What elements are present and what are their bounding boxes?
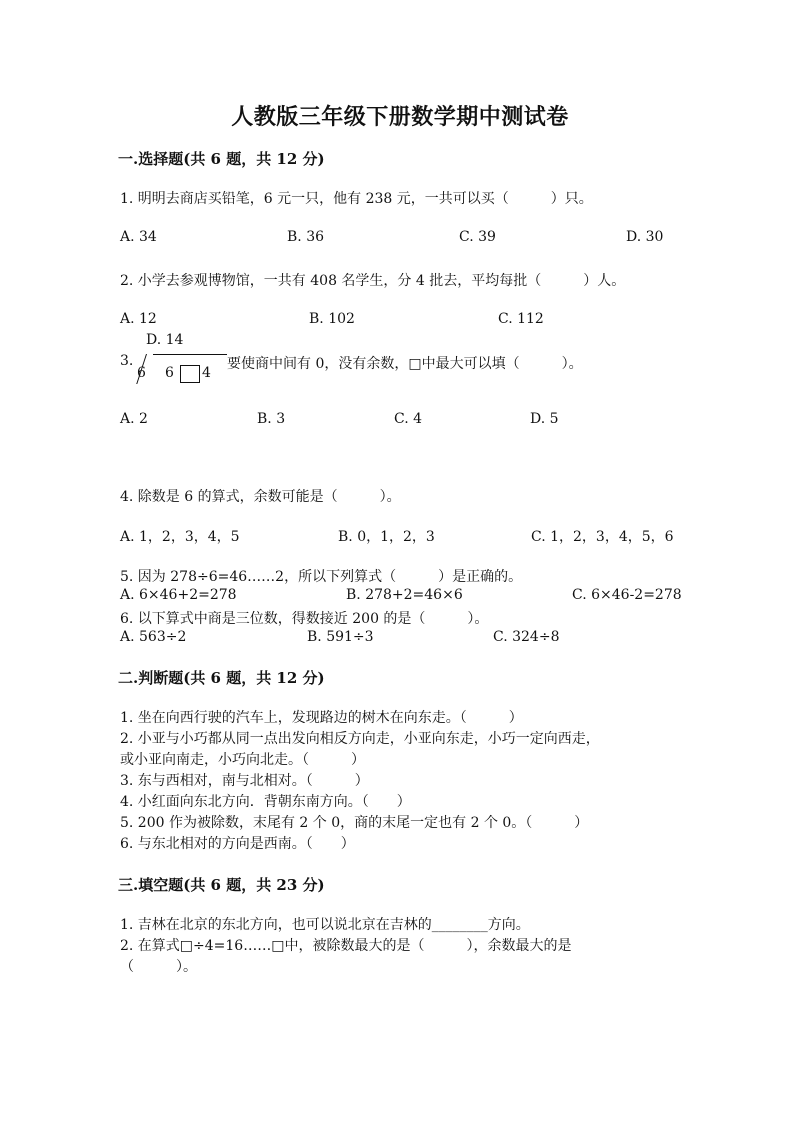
division-bar <box>153 354 227 355</box>
question-text: 6. 以下算式中商是三位数，得数接近 200 的是（ ）。 <box>120 611 489 627</box>
question-text: 5. 因为 278÷6=46……2，所以下列算式（ ）是正确的。 <box>120 569 523 585</box>
question-text: 2. 在算式□÷4=16……□中，被除数最大的是（ ），余数最大的是 <box>120 938 572 954</box>
option-d: D. 30 <box>626 229 664 245</box>
statement-text: 5. 200 作为被除数，末尾有 2 个 0，商的末尾一定也有 2 个 0。（ ） <box>120 815 589 831</box>
option-d: D. 5 <box>530 411 559 427</box>
dividend-digit: 6 <box>165 365 174 381</box>
option-c: C. 6×46-2=278 <box>572 587 682 603</box>
option-b: B. 591÷3 <box>307 629 374 645</box>
option-c: C. 4 <box>394 411 423 427</box>
option-b: B. 3 <box>257 411 286 427</box>
option-a: A. 2 <box>120 411 148 427</box>
option-b: B. 278+2=46×6 <box>346 587 463 603</box>
option-b: B. 36 <box>287 229 325 245</box>
statement-text: 1. 坐在向西行驶的汽车上，发现路边的树木在向东走。（ ） <box>120 710 523 726</box>
option-d: D. 14 <box>146 332 184 348</box>
blank-box <box>180 365 200 383</box>
section-heading-choice: 一.选择题(共 6 题，共 12 分) <box>118 150 325 168</box>
divisor: 6 <box>137 365 146 381</box>
statement-text: 6. 与东北相对的方向是西南。（ ） <box>120 836 355 852</box>
page-title: 人教版三年级下册数学期中测试卷 <box>231 104 569 130</box>
option-c: C. 324÷8 <box>493 629 560 645</box>
statement-text: 4. 小红面向东北方向．背朝东南方向。（ ） <box>120 794 411 810</box>
question-text: 要使商中间有 0，没有余数，□中最大可以填（ ）。 <box>227 356 583 372</box>
option-c: C. 1，2，3，4，5，6 <box>531 529 674 545</box>
question-text: 2. 小学去参观博物馆，一共有 408 名学生，分 4 批去，平均每批（ ）人。 <box>120 273 626 289</box>
option-a: A. 1，2，3，4，5 <box>120 529 240 545</box>
option-a: A. 6×46+2=278 <box>120 587 237 603</box>
question-text: （ ）。 <box>120 959 197 975</box>
question-text: 1. 明明去商店买铅笔，6 元一只，他有 238 元，一共可以买（ ）只。 <box>120 191 593 207</box>
statement-text: 2. 小亚与小巧都从同一点出发向相反方向走，小亚向东走，小巧一定向西走， <box>120 731 600 747</box>
section-heading-true-false: 二.判断题(共 6 题，共 12 分) <box>118 669 325 687</box>
option-a: A. 34 <box>120 229 157 245</box>
option-c: C. 112 <box>498 311 544 327</box>
option-c: C. 39 <box>459 229 496 245</box>
option-b: B. 0，1，2，3 <box>338 529 435 545</box>
option-a: A. 563÷2 <box>120 629 187 645</box>
statement-text: 3. 东与西相对，南与北相对。（ ） <box>120 773 369 789</box>
statement-text: 或小亚向南走，小巧向北走。（ ） <box>120 752 365 768</box>
question-text: 4. 除数是 6 的算式，余数可能是（ ）。 <box>120 489 401 505</box>
question-text: 1. 吉林在北京的东北方向，也可以说北京在吉林的________方向。 <box>120 917 530 933</box>
question-number: 3. <box>120 353 134 369</box>
dividend-digit: 4 <box>202 365 211 381</box>
long-division-figure <box>137 352 227 386</box>
section-heading-fill-blank: 三.填空题(共 6 题，共 23 分) <box>118 876 325 894</box>
option-a: A. 12 <box>120 311 157 327</box>
option-b: B. 102 <box>309 311 355 327</box>
